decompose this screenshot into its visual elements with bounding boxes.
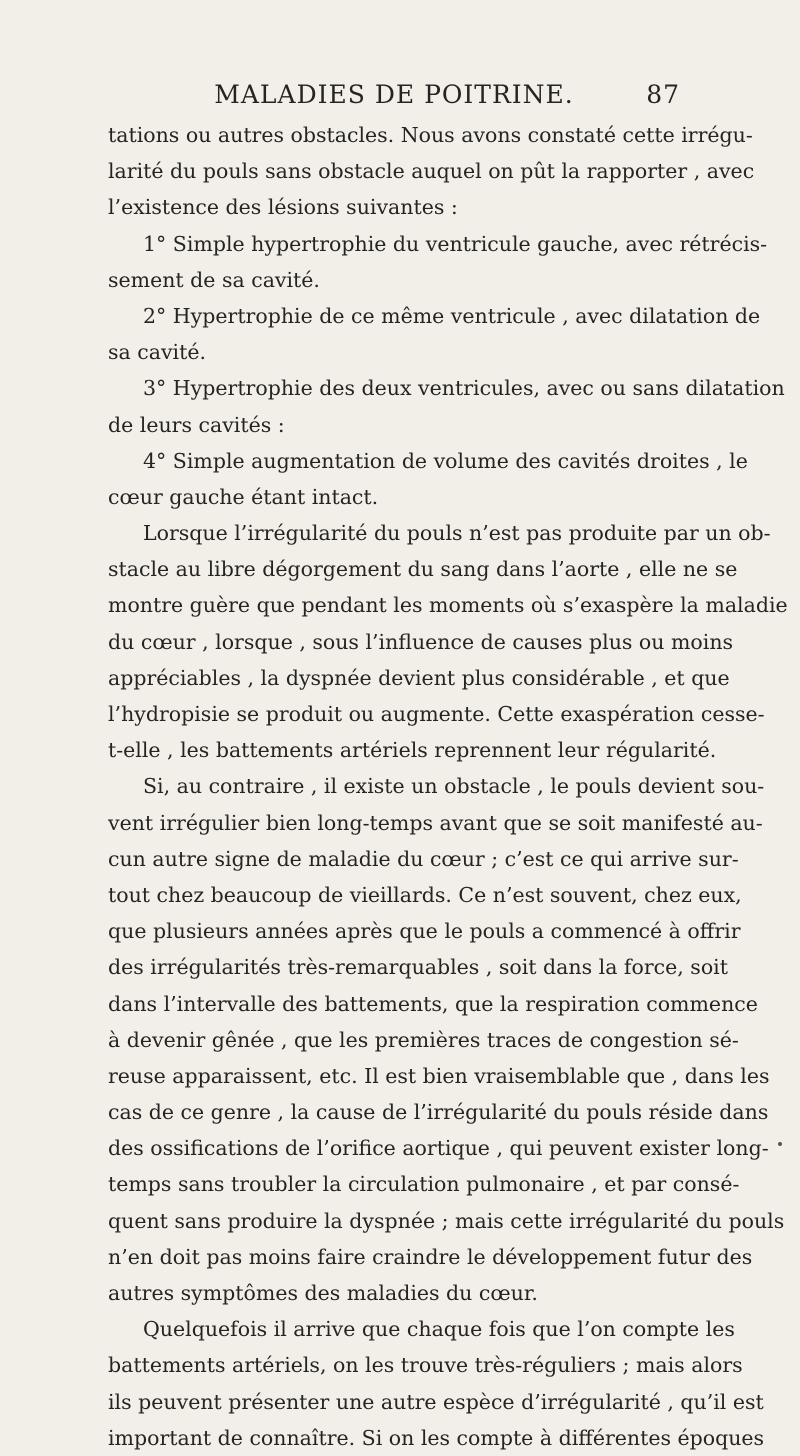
text-line: dans l’intervalle des battements, que la respiration commence <box>108 991 758 1016</box>
text-line: important de connaître. Si on les compte à différentes époques <box>108 1425 765 1450</box>
text-line: 1° Simple hypertrophie du ventricule gauche, avec rétrécis- <box>143 231 768 256</box>
text-line: appréciables , la dyspnée devient plus considérable , et que <box>108 665 730 690</box>
text-line: 3° Hypertrophie des deux ventricules, avec ou sans dilatation <box>143 376 785 401</box>
text-line: de leurs cavités : <box>108 412 285 437</box>
text-line: t-elle , les battements artériels reprennent leur régularité. <box>108 738 717 763</box>
text-line: l’existence des lésions suivantes : <box>108 195 458 220</box>
text-line: autres symptômes des maladies du cœur. <box>108 1281 538 1305</box>
text-line: temps sans troubler la circulation pulmonaire , et par consé- <box>108 1172 740 1197</box>
text-line: des ossifications de l’orifice aortique , qui peuvent exister long- <box>108 1136 769 1161</box>
text-line: montre guère que pendant les moments où s’exaspère la maladie <box>108 593 788 618</box>
text-line: Lorsque l’irrégularité du pouls n’est pas produite par un ob- <box>143 521 771 546</box>
body-text <box>108 117 788 1456</box>
ink-speck <box>778 1142 782 1146</box>
text-line: cœur gauche étant intact. <box>108 484 379 509</box>
text-line: 2° Hypertrophie de ce même ventricule , avec dilatation de <box>143 303 761 328</box>
text-line: sement de sa cavité. <box>108 267 320 292</box>
text-line: que plusieurs années après que le pouls a commencé à offrir <box>108 919 741 944</box>
text-line: cun autre signe de maladie du cœur ; c’est ce qui arrive sur- <box>108 846 739 871</box>
page-number: 87 <box>646 80 680 109</box>
text-line: larité du pouls sans obstacle auquel on pût la rapporter , avec <box>108 159 755 184</box>
text-line: à devenir gênée , que les premières traces de congestion sé- <box>108 1027 739 1052</box>
text-line: n’en doit pas moins faire craindre le développement futur des <box>108 1244 753 1269</box>
text-line: reuse apparaissent, etc. Il est bien vraisemblable que , dans les <box>108 1063 770 1088</box>
text-line: tout chez beaucoup de vieillards. Ce n’est souvent, chez eux, <box>108 882 742 907</box>
running-title: MALADIES DE POITRINE. <box>214 80 574 109</box>
text-line: Quelquefois il arrive que chaque fois que l’on compte les <box>143 1317 735 1342</box>
text-line: battements artériels, on les trouve très-réguliers ; mais alors <box>108 1353 743 1378</box>
text-line: l’hydropisie se produit ou augmente. Cette exaspération cesse- <box>108 702 765 726</box>
text-line: des irrégularités très-remarquables , soit dans la force, soit <box>108 955 728 980</box>
text-line: Si, au contraire , il existe un obstacle , le pouls devient sou- <box>143 774 765 799</box>
text-line: 4° Simple augmentation de volume des cavités droites , le <box>143 448 748 473</box>
text-line: stacle au libre dégorgement du sang dans l’aorte , elle ne se <box>108 557 738 582</box>
running-head <box>108 80 680 114</box>
text-line: cas de ce genre , la cause de l’irrégularité du pouls réside dans <box>108 1100 769 1125</box>
text-line: vent irrégulier bien long-temps avant que se soit manifesté au- <box>108 810 763 835</box>
text-line: sa cavité. <box>108 340 206 365</box>
text-line: ils peuvent présenter une autre espèce d’irrégularité , qu’il est <box>108 1389 764 1414</box>
text-line: du cœur , lorsque , sous l’influence de causes plus ou moins <box>108 629 734 654</box>
text-line: tations ou autres obstacles. Nous avons constaté cette irrégu- <box>108 123 753 147</box>
text-line: quent sans produire la dyspnée ; mais cette irrégularité du pouls <box>108 1208 785 1233</box>
